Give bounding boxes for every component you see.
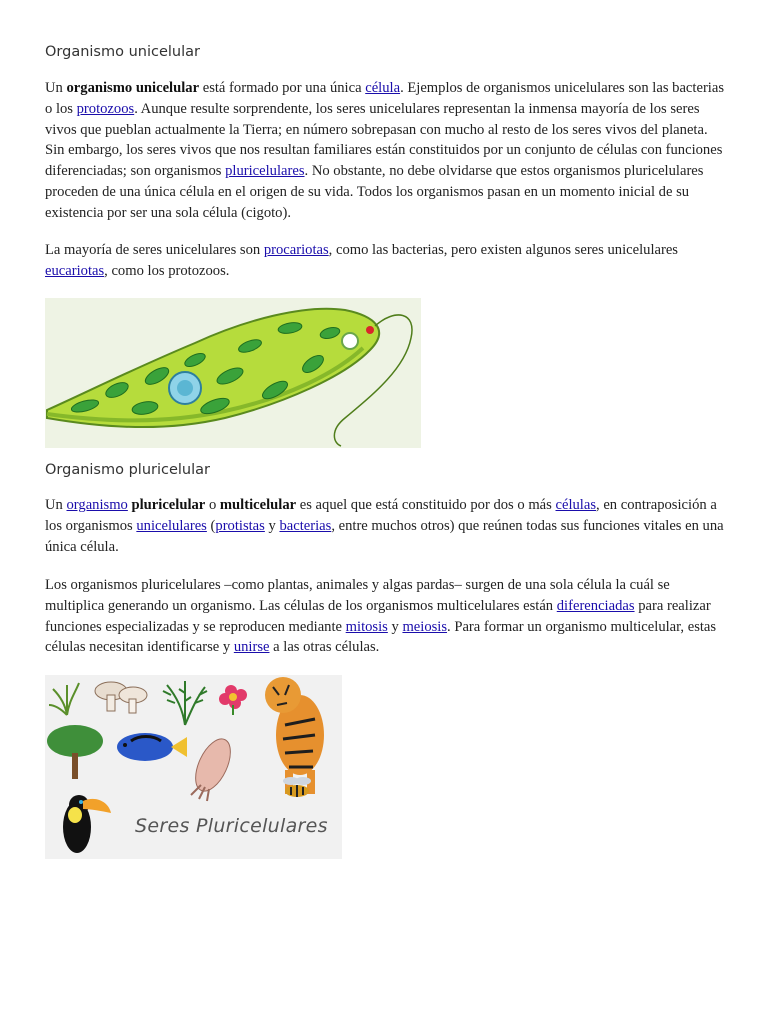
figure-caption: Seres Pluricelulares (135, 815, 328, 837)
contractile-vacuole (342, 333, 358, 349)
multicellular-beings-illustration (45, 675, 342, 859)
paragraph-unicellular-types: La mayoría de seres unicelulares son procariotas, como las bacterias, pero existen algunos seres unicelulares eucariotas, como los protozoos. (45, 242, 678, 279)
term-unicellular-organism: organismo unicelular (66, 80, 200, 96)
link-pluricelulares[interactable]: pluricelulares (225, 163, 305, 180)
link-meiosis[interactable]: meiosis (402, 618, 448, 635)
link-diferenciadas[interactable]: diferenciadas (556, 597, 635, 614)
euglena-drawing (45, 298, 421, 448)
term-multicelular: multicelular (219, 497, 297, 513)
link-mitosis[interactable]: mitosis (345, 618, 388, 635)
link-eucariotas[interactable]: eucariotas (45, 262, 105, 279)
heading-multicellular: Organismo pluricelular (45, 462, 210, 478)
heading-unicellular: Organismo unicelular (45, 44, 200, 60)
link-organismo[interactable]: organismo (66, 497, 128, 513)
link-bacterias[interactable]: bacterias (279, 517, 332, 534)
link-protistas[interactable]: protistas (215, 517, 265, 534)
term-pluricelular: pluricelular (131, 497, 206, 513)
link-celula[interactable]: célula (365, 80, 401, 96)
paragraph-unicellular-definition: Un organismo unicelular está formado por una única célula. Ejemplos de organismos unicelulares son las bacterias o los protozoos. Aunque resulte sorprendente, los seres unicelulares representan la inmensa mayoría de los seres vivos que pueblan actualmente la Tierra; en número sobrepasan con mucho al resto de los seres vivos del planeta. Sin embargo, los seres vivos que nos resultan familiares están constituidos por un conjunto de células con funciones diferenciadas; son organismos pluricelulares. No obstante, no debe olvidarse que estos organismos pluricelulares proceden de una única célula en el origen de su vida. Todos los organismos pasan en un momento inicial de su existencia por ser una sola célula (cigoto). (45, 80, 725, 221)
link-procariotas[interactable]: procariotas (263, 242, 329, 258)
link-protozoos[interactable]: protozoos (76, 100, 135, 117)
paragraph-multicellular-definition: Un organismo pluricelular o multicelular es aquel que está constituido por dos o más células, en contraposición a los organismos unicelulares (protistas y bacterias, entre muchos otros) que reúnen todas sus funciones vitales en una única célula. (45, 497, 724, 555)
eyespot (366, 326, 374, 334)
link-unirse[interactable]: unirse (233, 639, 270, 656)
link-unicelulares[interactable]: unicelulares (136, 517, 207, 534)
euglena-illustration (45, 298, 421, 448)
link-celulas[interactable]: células (555, 497, 597, 513)
paragraph-multicellular-description: Los organismos pluricelulares –como plantas, animales y algas pardas– surgen de una sola célula la cuál se multiplica generando un organismo. Las células de los organismos multicelulares están diferenciadas para realizar funciones especializadas y se reproducen mediante mitosis y meiosis. Para formar un organismo multicelular, estas células necesitan identificarse y unirse a las otras células. (45, 577, 717, 656)
